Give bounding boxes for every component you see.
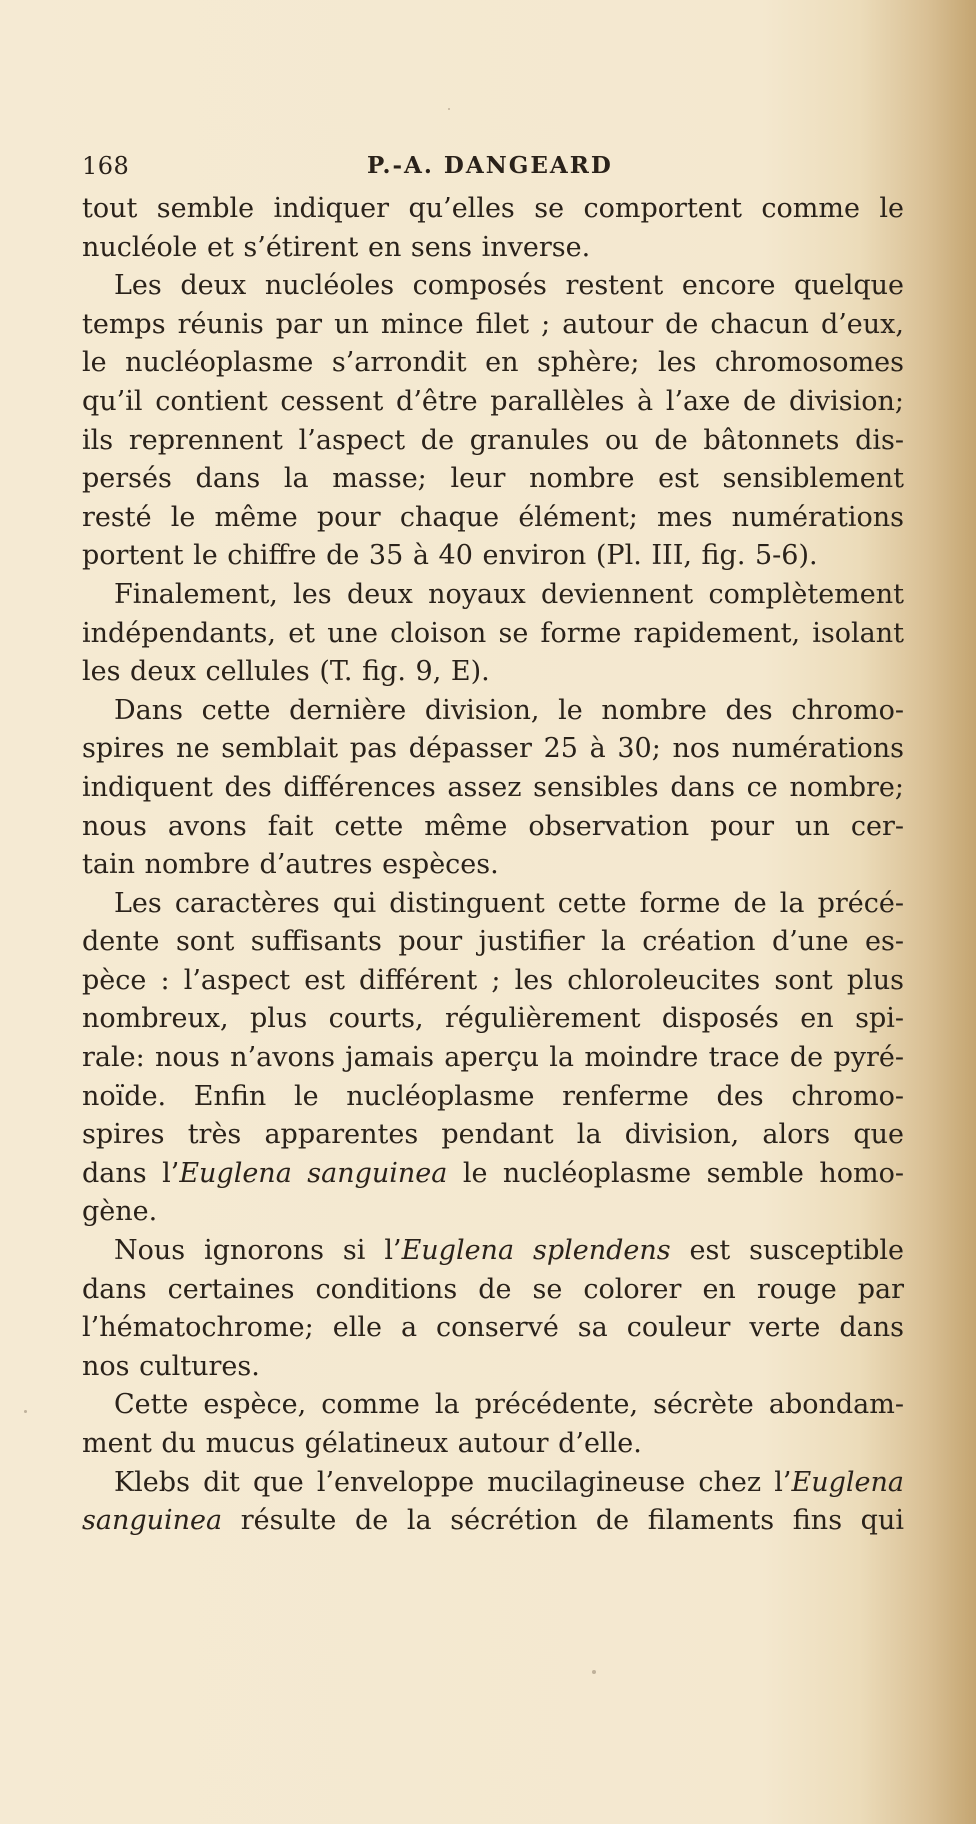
text-line: le nucléoplasme s’arrondit en sphère; les chromosomes: [82, 347, 904, 379]
text-line: [82, 1502, 904, 1541]
running-header: [82, 146, 892, 186]
text-line: gène.: [82, 1196, 158, 1228]
text-line: dente sont suffisants pour justifier la création d’une es-: [82, 926, 904, 958]
text-line: [82, 1155, 904, 1194]
text-line: ils reprennent l’aspect de granules ou de bâtonnets dis-: [82, 424, 904, 456]
paper-speck: [448, 108, 450, 110]
text-line: [82, 1464, 904, 1503]
text-line: tain nombre d’autres espèces.: [82, 849, 499, 881]
italic-species-name: Euglena: [791, 1466, 904, 1498]
text-line: portent le chiffre de 35 à 40 environ (Pl. III, fig. 5-6).: [82, 540, 818, 572]
paper-speck: [24, 1410, 27, 1413]
text-line: tout semble indiquer qu’elles se comportent comme le: [82, 193, 904, 224]
text-line: les deux cellules (T. fig. 9, E).: [82, 656, 490, 688]
page-number: 168: [82, 152, 130, 180]
text-line: indépendants, et une cloison se forme rapidement, isolant: [82, 617, 904, 649]
text-line: Les deux nucléoles composés restent encore quelque: [114, 270, 904, 302]
text-line: rale: nous n’avons jamais aperçu la moindre trace de pyré-: [82, 1042, 904, 1074]
text-line: nombreux, plus courts, régulièrement disposés en spi-: [82, 1003, 904, 1035]
body-text: [82, 190, 904, 1541]
text-run: est susceptible: [670, 1235, 904, 1267]
text-run: Klebs dit que l’enveloppe mucilagineuse chez l’: [114, 1466, 792, 1498]
text-line: nos cultures.: [82, 1350, 260, 1382]
text-line: [82, 1232, 904, 1271]
text-line: noïde. Enfin le nucléoplasme renferme des chromo-: [82, 1080, 904, 1112]
text-line: nous avons fait cette même observation pour un cer-: [82, 810, 904, 842]
running-title: P.-A. DANGEARD: [367, 152, 613, 179]
text-line: ment du mucus gélatineux autour d’elle.: [82, 1428, 642, 1459]
text-run: résulte de la sécrétion de filaments fins qui: [222, 1505, 904, 1537]
text-line: Les caractères qui distinguent cette forme de la précé-: [114, 887, 904, 919]
text-line: temps réunis par un mince filet ; autour de chacun d’eux,: [82, 308, 904, 340]
italic-species-name: sanguinea: [82, 1505, 223, 1537]
text-line: Dans cette dernière division, le nombre des chromo-: [114, 694, 904, 726]
text-line: pèce : l’aspect est différent ; les chloroleucites sont plus: [82, 964, 904, 996]
text-line: indiquent des différences assez sensibles dans ce nombre;: [82, 771, 904, 803]
paper-speck: [592, 1670, 596, 1674]
text-line: dans certaines conditions de se colorer en rouge par: [82, 1273, 904, 1305]
text-line: persés dans la masse; leur nombre est sensiblement: [82, 463, 904, 495]
text-run: le nucléoplasme semble homo-: [447, 1157, 904, 1189]
text-run: dans l’: [82, 1157, 180, 1189]
text-line: resté le même pour chaque élément; mes numérations: [82, 501, 904, 533]
text-run: Nous ignorons si l’: [114, 1235, 402, 1267]
text-line: l’hématochrome; elle a conservé sa couleur verte dans: [82, 1312, 904, 1344]
italic-species-name: Euglena splendens: [401, 1235, 671, 1267]
text-line: Finalement, les deux noyaux deviennent complètement: [114, 578, 904, 610]
text-line: qu’il contient cessent d’être parallèles à l’axe de division;: [82, 385, 904, 417]
text-line: spires ne semblait pas dépasser 25 à 30; nos numérations: [82, 733, 904, 765]
text-line: Cette espèce, comme la précédente, sécrète abondam-: [114, 1389, 904, 1421]
text-line: nucléole et s’étirent en sens inverse.: [82, 231, 591, 263]
italic-species-name: Euglena sanguinea: [179, 1157, 448, 1189]
text-line: spires très apparentes pendant la division, alors que: [82, 1119, 904, 1151]
